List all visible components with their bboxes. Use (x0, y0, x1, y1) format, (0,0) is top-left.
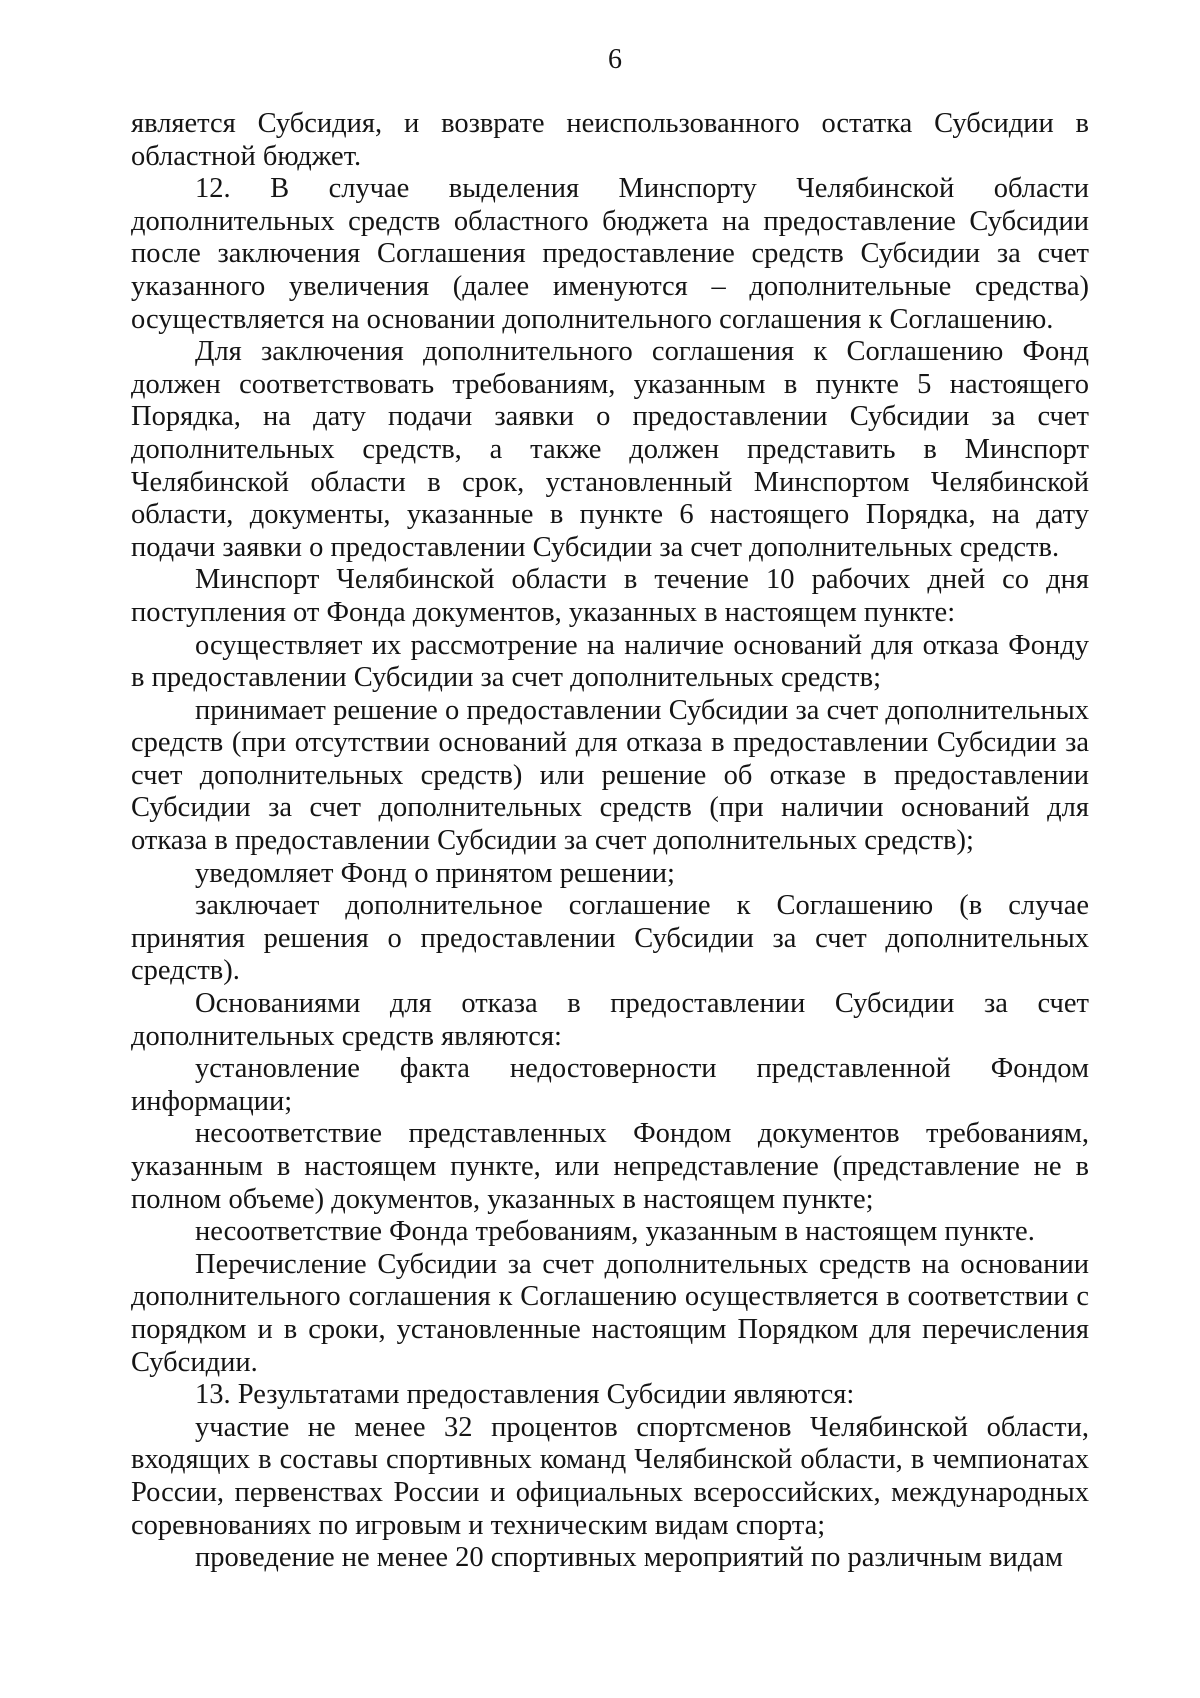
paragraph: является Субсидия, и возврате неиспользованного остатка Субсидии в областной бюджет. (131, 108, 1089, 172)
document-body (131, 108, 1089, 1575)
paragraph: Для заключения дополнительного соглашения к Соглашению Фонд должен соответствовать требованиям, указанным в пункте 5 настоящего Порядка, на дату подачи заявки о предоставлении Субсидии за счет дополнительных средств, а также должен представить в Минспорт Челябинской области в срок, установленный Минспортом Челябинской области, документы, указанные в пункте 6 настоящего Порядка, на дату подачи заявки о предоставлении Субсидии за счет дополнительных средств. (131, 336, 1089, 563)
paragraph: Перечисление Субсидии за счет дополнительных средств на основании дополнительного соглашения к Соглашению осуществляется в соответствии с порядком и в сроки, установленные настоящим Порядком для перечисления Субсидии. (131, 1248, 1089, 1378)
page-number: 6 (608, 44, 622, 75)
paragraph: Основаниями для отказа в предоставлении Субсидии за счет дополнительных средств являются: (131, 988, 1089, 1052)
list-item: принимает решение о предоставлении Субсидии за счет дополнительных средств (при отсутствии оснований для отказа в предоставлении Субсидии за счет дополнительных средств) или решение об отказе в предоставлении Субсидии за счет дополнительных средств (при наличии оснований для отказа в предоставлении Субсидии за счет дополнительных средств); (131, 694, 1089, 857)
paragraph: Минспорт Челябинской области в течение 10 рабочих дней со дня поступления от Фонда документов, указанных в настоящем пункте: (131, 564, 1089, 628)
list-item: заключает дополнительное соглашение к Соглашению (в случае принятия решения о предоставлении Субсидии за счет дополнительных средств). (131, 890, 1089, 987)
paragraph-clause-12: 12. В случае выделения Минспорту Челябинской области дополнительных средств областного бюджета на предоставление Субсидии после заключения Соглашения предоставление средств Субсидии за счет указанного увеличения (далее именуются – дополнительные средства) осуществляется на основании дополнительного соглашения к Соглашению. (131, 173, 1089, 335)
list-item: проведение не менее 20 спортивных мероприятий по различным видам (195, 1542, 1063, 1574)
list-item: участие не менее 32 процентов спортсменов Челябинской области, входящих в составы спортивных команд Челябинской области, в чемпионатах России, первенствах России и официальных всероссийских, международных соревнованиях по игровым и техническим видам спорта; (131, 1411, 1089, 1541)
paragraph-clause-13: 13. Результатами предоставления Субсидии являются: (195, 1379, 855, 1411)
list-item: уведомляет Фонд о принятом решении; (195, 857, 675, 889)
list-item: осуществляет их рассмотрение на наличие оснований для отказа Фонду в предоставлении Субсидии за счет дополнительных средств; (131, 629, 1089, 694)
list-item: несоответствие представленных Фондом документов требованиям, указанным в настоящем пункте, или непредставление (представление не в полном объеме) документов, указанных в настоящем пункте; (131, 1118, 1089, 1215)
list-item: несоответствие Фонда требованиям, указанным в настоящем пункте. (195, 1216, 1035, 1248)
list-item: установление факта недостоверности представленной Фондом информации; (131, 1053, 1089, 1117)
